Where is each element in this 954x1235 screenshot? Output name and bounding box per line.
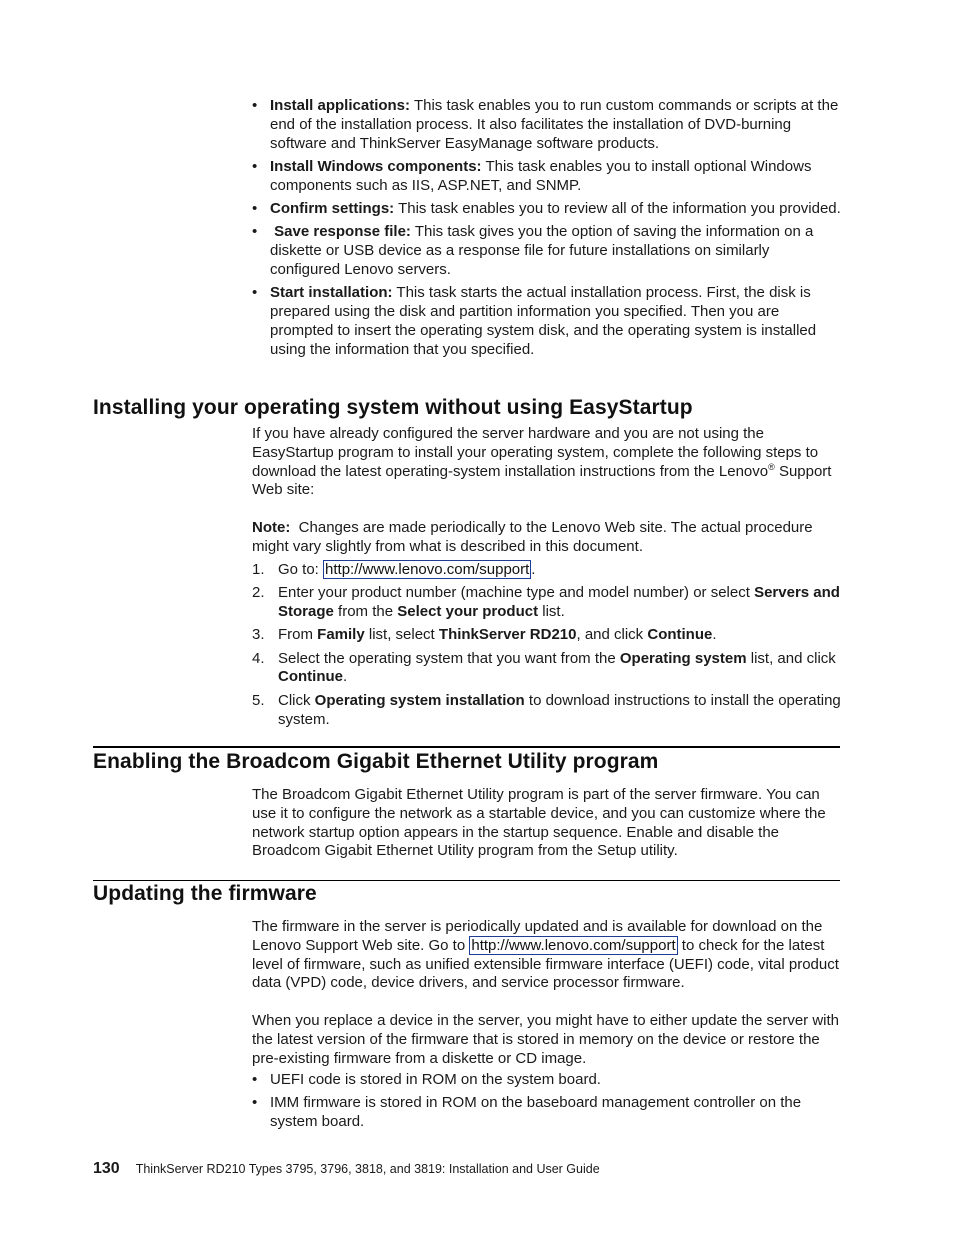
paragraph: If you have already configured the server hardware and you are not using the EasyStartup program to install your operating system, complete the following steps to download the latest operating-system installation instructions from the Lenovo® Support Web site: [252, 425, 832, 499]
paragraph: The firmware in the server is periodically updated and is available for download on the Lenovo Support Web site. Go to http://www.lenovo.com/support to check for the latest level of firmware, such as unified extensible firmware interface (UEFI) code, vital product data (VPD) code, device drivers, and service processor firmware. [252, 918, 839, 992]
steps-list [252, 561, 842, 734]
section-heading-firmware: Updating the firmware [93, 882, 317, 905]
note-paragraph: Note: Changes are made periodically to the Lenovo Web site. The actual procedure might vary slightly from what is described in this document. [252, 519, 813, 555]
lenovo-support-link[interactable]: http://www.lenovo.com/support [471, 936, 676, 954]
list-item: 1. Go to: http://www.lenovo.com/support . [252, 561, 536, 578]
list-item: • UEFI code is stored in ROM on the system board. [252, 1071, 842, 1090]
section-heading-broadcom: Enabling the Broadcom Gigabit Ethernet Utility program [93, 750, 659, 773]
list-item: 3. From Family list, select ThinkServer RD210, and click Continue. [252, 626, 717, 644]
section-divider [93, 746, 840, 748]
list-item: • Start installation: This task starts the actual installation process. First, the disk is prepared using the disk and partition information you specified. Then you are prompted to insert the operating system disk, and the operating system is installed using the information that you specified. [252, 284, 842, 359]
page-number: 130 [93, 1160, 120, 1177]
section-divider [93, 880, 840, 881]
list-item: • Confirm settings: This task enables you to review all of the information you provided. [252, 200, 842, 219]
list-item: 4. Select the operating system that you want from the Operating system list, and click Continue. [252, 649, 836, 686]
list-item: 5. Click Operating system installation to download instructions to install the operating system. [252, 691, 841, 728]
list-item: 2. Enter your product number (machine type and model number) or select Servers and Storage from the Select your product list. [252, 584, 840, 621]
lenovo-support-link[interactable]: http://www.lenovo.com/support [325, 561, 530, 578]
paragraph: When you replace a device in the server, you might have to either update the server with the latest version of the firmware that is stored in memory on the device or restore the pre-existing firmware from a diskette or CD image. [252, 1012, 839, 1067]
list-item: • Install Windows components: This task enables you to install optional Windows components such as IIS, ASP.NET, and SNMP. [252, 158, 842, 196]
firmware-list [252, 1071, 842, 1136]
installation-tasks-list [252, 97, 842, 364]
list-item: • Save response file: This task gives you the option of saving the information on a diskette or USB device as a response file for future installations on similarly configured Lenovo servers. [252, 223, 842, 279]
page-footer [93, 1160, 600, 1178]
paragraph: The Broadcom Gigabit Ethernet Utility program is part of the server firmware. You can use it to configure the network as a startable device, and you can customize where the network startup option appears in the startup sequence. Enable and disable the Broadcom Gigabit Ethernet Utility program from the Setup utility. [252, 786, 826, 860]
list-item: • IMM firmware is stored in ROM on the baseboard management controller on the system board. [252, 1094, 842, 1132]
footer-title: ThinkServer RD210 Types 3795, 3796, 3818, and 3819: Installation and User Guide [135, 1162, 600, 1176]
list-item: • Install applications: This task enables you to run custom commands or scripts at the end of the installation process. It also facilitates the installation of DVD-burning software and ThinkServer EasyManage software products. [252, 97, 842, 153]
section-heading-installing: Installing your operating system without using EasyStartup [93, 396, 693, 419]
